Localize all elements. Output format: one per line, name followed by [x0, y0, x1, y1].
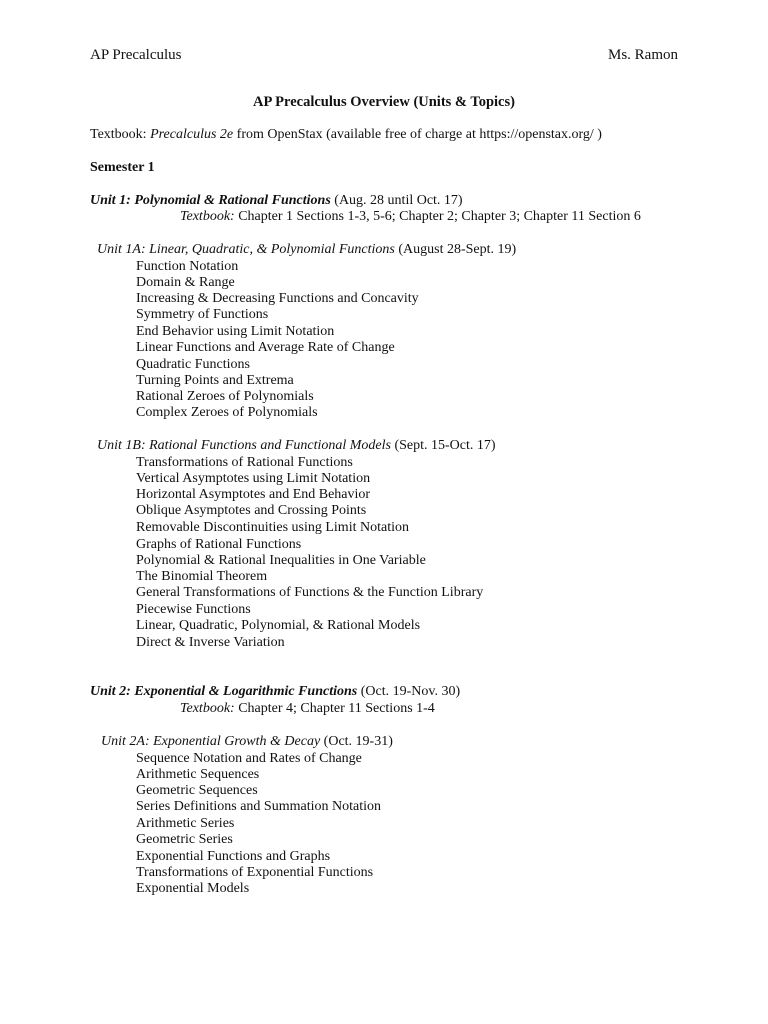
unit-2-textbook: [180, 701, 435, 717]
unit-title: Unit 1: Polynomial & Rational Functions: [90, 193, 331, 208]
textbook-book-title: Precalculus 2e: [150, 127, 234, 142]
list-item: Exponential Functions and Graphs: [136, 849, 331, 864]
list-item: Series Definitions and Summation Notation: [136, 799, 381, 814]
unit-textbook-label: Textbook:: [180, 209, 235, 224]
list-item: Vertical Asymptotes using Limit Notation: [136, 471, 371, 486]
list-item: Arithmetic Series: [136, 816, 235, 831]
list-item: Linear, Quadratic, Polynomial, & Rational Models: [136, 618, 421, 633]
subunit-dates: (Sept. 15-Oct. 17): [390, 438, 496, 453]
list-item: Symmetry of Functions: [136, 307, 269, 322]
list-item: Oblique Asymptotes and Crossing Points: [136, 503, 367, 518]
list-item: Piecewise Functions: [136, 602, 251, 617]
list-item: Quadratic Functions: [136, 357, 250, 372]
unit-dates: (Aug. 28 until Oct. 17): [330, 193, 463, 208]
teacher-name: Ms. Ramon: [607, 47, 678, 63]
list-item: Removable Discontinuities using Limit Notation: [136, 520, 409, 535]
subunit-title: Unit 2A: Exponential Growth & Decay: [101, 734, 321, 749]
list-item: Domain & Range: [136, 275, 235, 290]
textbook-line: [90, 127, 602, 143]
list-item: Turning Points and Extrema: [136, 373, 294, 388]
list-item: Geometric Series: [136, 832, 233, 847]
subunit-title: Unit 1A: Linear, Quadratic, & Polynomial Functions: [97, 242, 395, 257]
list-item: The Binomial Theorem: [136, 569, 268, 584]
unit-textbook-chapters: Chapter 4; Chapter 11 Sections 1-4: [234, 701, 435, 716]
unit-1a-heading: [97, 242, 516, 258]
list-item: Geometric Sequences: [136, 783, 258, 798]
list-item: General Transformations of Functions & the Function Library: [136, 585, 484, 600]
subunit-dates: (Oct. 19-31): [320, 734, 393, 749]
unit-textbook-label: Textbook:: [180, 701, 235, 716]
subunit-title: Unit 1B: Rational Functions and Functional Models: [97, 438, 391, 453]
unit-2-heading: [90, 684, 460, 700]
list-item: Horizontal Asymptotes and End Behavior: [136, 487, 371, 502]
list-item: Transformations of Exponential Functions: [136, 865, 374, 880]
unit-title: Unit 2: Exponential & Logarithmic Functions: [90, 684, 358, 699]
subunit-dates: (August 28-Sept. 19): [394, 242, 517, 257]
list-item: Arithmetic Sequences: [136, 767, 260, 782]
list-item: Rational Zeroes of Polynomials: [136, 389, 314, 404]
list-item: Increasing & Decreasing Functions and Concavity: [136, 291, 419, 306]
list-item: Graphs of Rational Functions: [136, 537, 302, 552]
list-item: Complex Zeroes of Polynomials: [136, 405, 318, 420]
list-item: Function Notation: [136, 259, 239, 274]
list-item: End Behavior using Limit Notation: [136, 324, 335, 339]
unit-1-heading: [90, 193, 463, 209]
unit-1-textbook: [180, 209, 641, 225]
list-item: Direct & Inverse Variation: [136, 635, 285, 650]
list-item: Sequence Notation and Rates of Change: [136, 751, 362, 766]
semester-heading: Semester 1: [90, 160, 155, 175]
unit-dates: (Oct. 19-Nov. 30): [357, 684, 461, 699]
unit-1b-heading: [97, 438, 496, 454]
list-item: Polynomial & Rational Inequalities in One Variable: [136, 553, 426, 568]
unit-textbook-chapters: Chapter 1 Sections 1-3, 5-6; Chapter 2; Chapter 3; Chapter 11 Section 6: [234, 209, 641, 224]
textbook-details: from OpenStax (available free of charge at https://openstax.org/ ): [233, 127, 602, 142]
unit-2a-heading: [101, 734, 393, 750]
list-item: Exponential Models: [136, 881, 250, 896]
document-title: AP Precalculus Overview (Units & Topics): [253, 94, 515, 110]
list-item: Linear Functions and Average Rate of Change: [136, 340, 395, 355]
course-name: AP Precalculus: [90, 47, 182, 63]
textbook-label: Textbook:: [90, 127, 151, 142]
list-item: Transformations of Rational Functions: [136, 455, 353, 470]
